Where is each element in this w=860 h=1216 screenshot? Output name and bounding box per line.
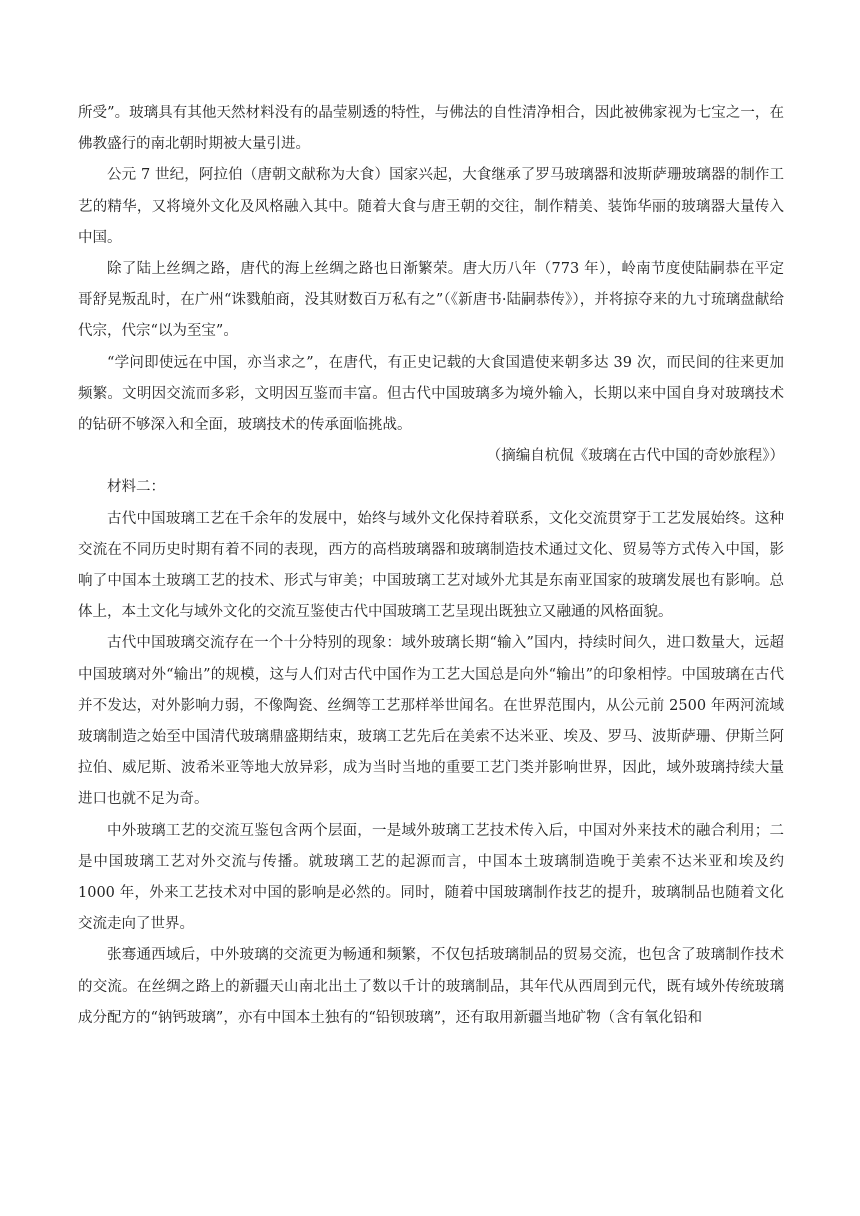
paragraph-8: 张骞通西域后，中外玻璃的交流更为畅通和频繁，不仅包括玻璃制品的贸易交流，也包含了玻璃制作技术的交流。在丝绸之路上的新疆天山南北出土了数以千计的玻璃制品，其年代从西周到元代，既有域外传统玻璃成分配方的“钠钙玻璃”，亦有中国本土独有的“铅钡玻璃”，还有取用新疆当地矿物（含有氧化铅和 bbox=[78, 947, 784, 1026]
paragraph-5: 古代中国玻璃工艺在千余年的发展中，始终与域外文化保持着联系，文化交流贯穿于工艺发展始终。这种交流在不同历史时期有着不同的表现，西方的高档玻璃器和玻璃制造技术通过文化、贸易等方式传入中国，影响了中国本土玻璃工艺的技术、形式与审美；中国玻璃工艺对域外尤其是东南亚国家的玻璃发展也有影响。总体上，本土文化与域外文化的交流互鉴使古代中国玻璃工艺呈现出既独立又融通的风格面貌。 bbox=[78, 510, 784, 621]
paragraph-1: 所受”。玻璃具有其他天然材料没有的晶莹剔透的特性，与佛法的自性清净相合，因此被佛家视为七宝之一，在佛教盛行的南北朝时期被大量引进。 bbox=[78, 105, 784, 153]
paragraph-4: “学问即使远在中国，亦当求之”，在唐代，有正史记载的大食国遣使来朝多达 39 次，而民间的往来更加频繁。文明因交流而多彩，文明因互鉴而丰富。但古代中国玻璃多为境外输入，长期以来中国自身对玻璃技术的钻研不够深入和全面，玻璃技术的传承面临挑战。 bbox=[78, 354, 784, 434]
paragraph-7: 中外玻璃工艺的交流互鉴包含两个层面，一是域外玻璃工艺技术传入后，中国对外来技术的融合利用；二是中国玻璃工艺对外交流与传播。就玻璃工艺的起源而言，中国本土玻璃制造晚于美索不达米亚和埃及约 1000 年，外来工艺技术对中国的影响是必然的。同时，随着中国玻璃制作技艺的提升，玻璃制品也随着文化交流走向了世界。 bbox=[78, 822, 784, 933]
material-two-heading: 材料二： bbox=[107, 479, 165, 496]
paragraph-6: 古代中国玻璃交流存在一个十分特别的现象：域外玻璃长期“输入”国内，持续时间久，进口数量大，远超中国玻璃对外“输出”的规模，这与人们对古代中国作为工艺大国总是向外“输出”的印象相悖。中国玻璃在古代并不发达，对外影响力弱，不像陶瓷、丝绸等工艺那样举世闻名。在世界范围内，从公元前 2500 年两河流域玻璃制造之始至中国清代玻璃鼎盛期结束，玻璃工艺先后在美索不达米亚、埃及、罗马、波斯萨珊、伊斯兰阿拉伯、威尼斯、波希米亚等地大放异彩，成为当时当地的重要工艺门类并影响世界，因此，域外玻璃持续大量进口也就不足为奇。 bbox=[78, 635, 784, 808]
source-citation: （摘编自杭侃《玻璃在古代中国的奇妙旅程》） bbox=[486, 448, 784, 465]
paragraph-3: 除了陆上丝绸之路，唐代的海上丝绸之路也日渐繁荣。唐大历八年（773 年），岭南节度使陆嗣恭在平定哥舒晃叛乱时，在广州“诛戮舶商，没其财数百万私有之”（《新唐书·陆嗣恭传》），并将掠夺来的九寸琉璃盘献给代宗，代宗“以为至宝”。 bbox=[78, 261, 784, 340]
paragraph-2: 公元 7 世纪，阿拉伯（唐朝文献称为大食）国家兴起，大食继承了罗马玻璃器和波斯萨珊玻璃器的制作工艺的精华，又将境外文化及风格融入其中。随着大食与唐王朝的交往，制作精美、装饰华丽的玻璃器大量传入中国。 bbox=[78, 167, 784, 246]
document-page bbox=[78, 98, 784, 1034]
